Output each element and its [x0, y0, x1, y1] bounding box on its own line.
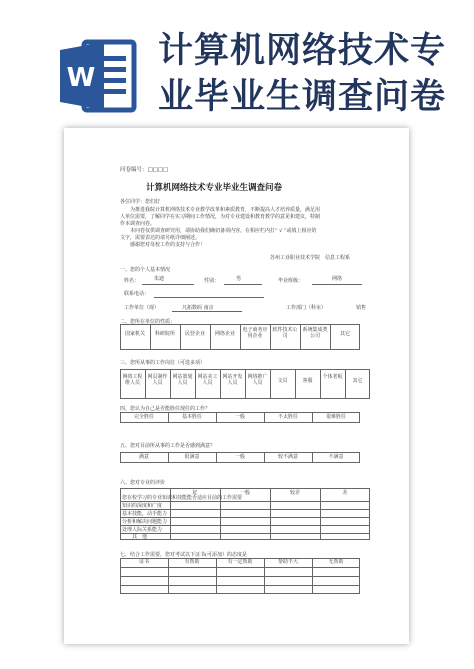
- department-value: 销售: [356, 305, 367, 311]
- table-cell: 网站开发人员: [222, 374, 243, 386]
- intro-line-3: 作本调查问卷。: [120, 221, 156, 227]
- table-cell: 网络推广人员: [247, 374, 268, 386]
- table-cell: 不太胜任: [277, 414, 298, 420]
- table-cell: 电子商务应用企业: [242, 327, 268, 339]
- phone-label: 联系电话：: [124, 291, 150, 297]
- table-cell: 一般: [234, 454, 245, 460]
- gender-value: 男: [236, 276, 242, 282]
- questionnaire-number: 问卷编号：□□□□: [120, 167, 169, 173]
- question-5: 五、您对目前所从事的工作是否感到满意？: [120, 443, 216, 449]
- table-cell: 网站策划人员: [172, 374, 193, 386]
- table-cell: 其 他: [132, 534, 148, 540]
- question-3: 三、您所从事的工作岗位（可选多项）: [120, 360, 206, 366]
- title-line-1: 计算机网络技术专: [158, 31, 447, 71]
- table-cell: 网站美工人员: [197, 374, 218, 386]
- table-cell: 证书: [138, 559, 149, 565]
- table-cell: 网络工程维人员: [122, 374, 143, 386]
- question-6: 六、您对专业的评价: [120, 480, 166, 486]
- table-cell: 您在校学习的专业知识和技能能否适应目前的工作需要: [122, 495, 243, 501]
- table-cell: 文员: [277, 378, 288, 384]
- table-cell: 系统集成类公司: [302, 327, 328, 339]
- table-cell: 有帮助: [184, 559, 200, 565]
- gender-label: 性别：: [204, 278, 220, 284]
- intro-line-1: 为推进我院计算机网络技术专业教学改革和素质教育，不断提高人才培养质量，满足用: [130, 207, 321, 213]
- title-line-2: 业毕业生调查问卷: [158, 77, 447, 117]
- intro-line-4: 本问卷仅供调查研究用，请协助我们确切备项内容，在相应栏内打“ √ ”或填上相应的: [130, 228, 317, 234]
- question-2: 二、您所在单位的性质：: [120, 319, 176, 325]
- table-cell: 处理人际关系能力: [122, 527, 163, 533]
- table-cell: 帮助不大: [277, 559, 298, 565]
- table-cell: 很难胜任: [325, 414, 346, 420]
- table-cell: 国家机关: [124, 331, 145, 337]
- table-cell: 不满意: [328, 454, 344, 460]
- table-cell: 有一定帮助: [227, 559, 253, 565]
- intro-line-2: 人单位需要，了解同学在实习期间工作情况，为对专业建设和教育教学的意见和建议，特制: [120, 214, 321, 220]
- page-title: [158, 28, 463, 120]
- table-cell: 网页制作人员: [147, 374, 168, 386]
- class-label: 毕业班级：: [278, 278, 304, 284]
- table-cell: 个体老板: [322, 374, 343, 380]
- table-cell: 科研院所: [154, 331, 175, 337]
- table-cell: 好: [192, 490, 198, 496]
- table-cell: 完全胜任: [133, 414, 154, 420]
- table-cell: 很满意: [184, 454, 200, 460]
- table-cell: 软件技术公司: [272, 327, 298, 339]
- class-value: 网络: [332, 276, 343, 282]
- table-cell: 客服: [302, 378, 313, 384]
- table-cell: 网络企业: [214, 331, 235, 337]
- employer-value: 凡拓数码 南京: [182, 305, 214, 311]
- document-title: 计算机网络技术专业毕业生调查问卷: [146, 183, 283, 193]
- table-cell: 一般: [239, 490, 250, 496]
- section-1-heading: 一、您的个人基本情况: [120, 267, 171, 273]
- table-cell: 基本胜任: [181, 414, 202, 420]
- table-cell: 其它: [352, 378, 363, 384]
- intro-line-6: 感谢您对母校工作的支持与合作！: [130, 242, 206, 248]
- name-value: 朱迪: [154, 276, 165, 282]
- table-cell: 差: [342, 490, 348, 496]
- question-4: 四、您认为自己是否能胜任现任的工作？: [120, 406, 211, 412]
- table-cell: 满意: [138, 454, 149, 460]
- table-cell: 较差: [289, 490, 300, 496]
- name-label: 姓名：: [124, 278, 140, 284]
- table-cell: 无帮助: [328, 559, 344, 565]
- question-7: 七、结合工作需要，您对考试以下证书(可添加）的态度是: [120, 552, 247, 558]
- word-document-icon: [60, 36, 140, 116]
- greeting: 各位同学：您们好: [120, 199, 161, 205]
- employer-label: 工作单位（现）: [124, 305, 160, 311]
- table-cell: 知识的深度和广度: [122, 503, 163, 509]
- table-cell: 分析和解决问题能力: [122, 519, 168, 525]
- table-cell: 基本技能，动手能力: [122, 511, 168, 517]
- department-label: 工作部门（科室）: [286, 305, 327, 311]
- table-cell: 一般: [234, 414, 245, 420]
- word-icon-letter: W: [66, 63, 96, 93]
- table-cell: 较不满意: [277, 454, 298, 460]
- document-page: [64, 128, 409, 644]
- organization: 苏州工业职业技术学院 信息工程系: [270, 255, 351, 261]
- table-cell: 民营企业: [184, 331, 205, 337]
- table-cell: 其它: [339, 331, 350, 337]
- intro-line-5: 文字，需要表达的请另纸详细阐述。: [120, 235, 201, 241]
